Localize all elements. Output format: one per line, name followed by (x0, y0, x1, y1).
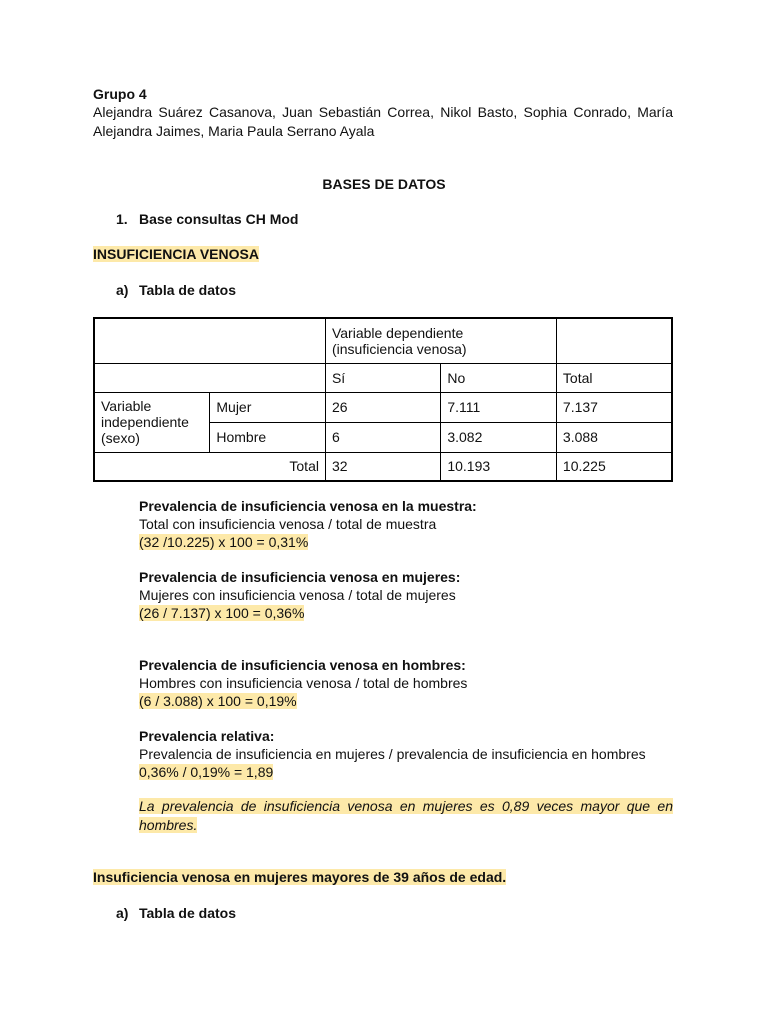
sub-letter: a) (116, 282, 129, 298)
empty-corner-cell (94, 318, 325, 363)
block-formula: (32 /10.225) x 100 = 0,31% (139, 534, 309, 550)
block-line: Hombres con insuficiencia venosa / total de hombres (139, 675, 468, 691)
block-formula: (6 / 3.088) x 100 = 0,19% (139, 693, 297, 709)
list-number: 1. (116, 211, 128, 227)
cell-total: 7.137 (556, 392, 672, 422)
col-total-header: Total (556, 363, 672, 392)
data-table (93, 317, 673, 482)
document-title: BASES DE DATOS (322, 176, 446, 192)
total-si: 32 (325, 452, 440, 481)
section-heading-text: INSUFICIENCIA VENOSA (93, 246, 259, 262)
block-formula: 0,36% / 0,19% = 1,89 (139, 764, 274, 780)
group-title: Grupo 4 (93, 86, 147, 102)
conclusion-paragraph (139, 797, 673, 835)
row-label: Hombre (210, 422, 326, 452)
block-title: Prevalencia relativa: (139, 728, 275, 744)
prevalence-women-block (139, 568, 673, 622)
authors-list: Alejandra Suárez Casanova, Juan Sebastián Correa, Nikol Basto, Sophia Conrado, María Alejandra Jaimes, Maria Paula Serrano Ayala (93, 104, 673, 139)
block-title: Prevalencia de insuficiencia venosa en mujeres: (139, 569, 461, 585)
total-no: 10.193 (441, 452, 557, 481)
block-line: Total con insuficiencia venosa / total de muestra (139, 516, 437, 532)
total-label: Total (94, 452, 325, 481)
cell-no: 7.111 (441, 392, 557, 422)
cell-total: 3.088 (556, 422, 672, 452)
row-group-label: Variable independiente (sexo) (94, 392, 210, 452)
subheading-tabla-2 (116, 905, 236, 921)
dep-var-cell (325, 318, 556, 363)
cell-no: 3.082 (441, 422, 557, 452)
prevalence-sample-block (139, 497, 673, 551)
dep-var-label: Variable dependiente (331, 324, 464, 341)
list-text: Base consultas CH Mod (139, 211, 299, 227)
row-label: Mujer (210, 392, 326, 422)
section-heading-insuficiencia (93, 246, 259, 262)
block-line: Prevalencia de insuficiencia en mujeres / prevalencia de insuficiencia en hombres (139, 746, 646, 762)
table-header-row (94, 318, 672, 363)
section2-heading-text: Insuficiencia venosa en mujeres mayores de 39 años de edad. (93, 869, 507, 885)
table-row (94, 392, 672, 422)
total-total: 10.225 (556, 452, 672, 481)
cell-si: 6 (325, 422, 440, 452)
prevalence-men-block (139, 656, 673, 710)
block-line: Mujeres con insuficiencia venosa / total de mujeres (139, 587, 456, 603)
sub-text: Tabla de datos (139, 282, 236, 298)
sub-text: Tabla de datos (139, 905, 236, 921)
empty-corner-cell-2 (94, 363, 325, 392)
numbered-heading (116, 211, 298, 227)
dep-var-sub-label: (insuficiencia venosa) (331, 340, 467, 357)
conclusion-text: La prevalencia de insuficiencia venosa en mujeres es 0,89 veces mayor que en hombres. (139, 798, 673, 833)
section-heading-mujeres-39 (93, 869, 506, 885)
cell-si: 26 (325, 392, 440, 422)
sub-letter: a) (116, 905, 129, 921)
block-title: Prevalencia de insuficiencia venosa en hombres: (139, 657, 466, 673)
relative-prevalence-block (139, 727, 673, 781)
block-title: Prevalencia de insuficiencia venosa en la muestra: (139, 498, 477, 514)
empty-header-cell (556, 318, 672, 363)
subheading-tabla (116, 282, 236, 298)
table-total-row (94, 452, 672, 481)
col-no-header: No (441, 363, 557, 392)
table-subheader-row (94, 363, 672, 392)
block-formula: (26 / 7.137) x 100 = 0,36% (139, 605, 305, 621)
col-si-header: Sí (325, 363, 440, 392)
